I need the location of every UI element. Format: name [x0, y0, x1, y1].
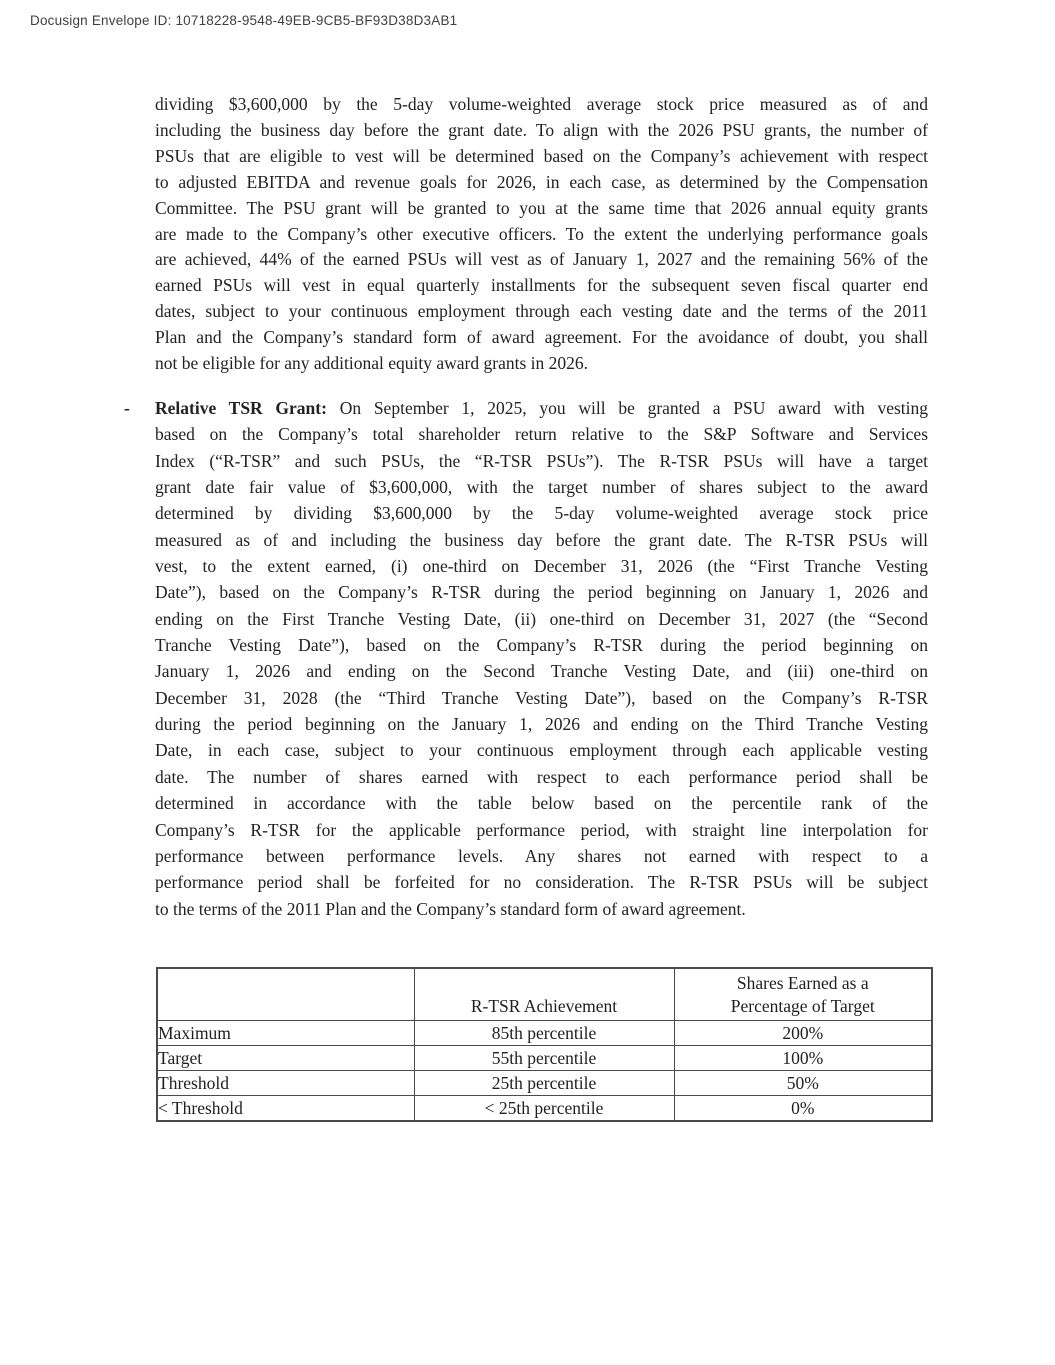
text-line: Plan and the Company’s standard form of award agreement. For the avoidance of doubt, you shall [155, 327, 928, 348]
text-line: December 31, 2028 (the “Third Tranche Vesting Date”), based on the Company’s R-TSR [155, 687, 928, 708]
text-line: performance between performance levels. Any shares not earned with respect to a [155, 845, 928, 866]
text-line: are achieved, 44% of the earned PSUs will vest as of January 1, 2027 and the remaining 56% of the [155, 249, 928, 270]
text-line: performance period shall be forfeited for no consideration. The R-TSR PSUs will be subject [155, 872, 928, 893]
text-line: are made to the Company’s other executive officers. To the extent the underlying performance goals [155, 223, 928, 244]
text-line: based on the Company’s total shareholder return relative to the S&P Software and Services [155, 424, 928, 445]
text-line: measured as of and including the business day before the grant date. The R-TSR PSUs will [155, 529, 928, 550]
text-line: to the terms of the 2011 Plan and the Company’s standard form of award agreement. [155, 898, 746, 919]
text-line [155, 395, 928, 421]
table-cell-label: Threshold [157, 1071, 414, 1096]
text-line: to adjusted EBITDA and revenue goals for 2026, in each case, as determined by the Compensation [155, 171, 928, 192]
bold-lead-relative-tsr-grant: Relative TSR Grant: [155, 398, 327, 418]
bullet-dash: - [124, 398, 130, 418]
text-line: determined by dividing $3,600,000 by the 5-day volume-weighted average stock price [155, 503, 928, 524]
text-line: Company’s R-TSR for the applicable performance period, with straight line interpolation for [155, 819, 928, 840]
table-cell-label: Target [157, 1046, 414, 1071]
table-row-threshold [157, 1071, 932, 1096]
text-line: grant date fair value of $3,600,000, with the target number of shares subject to the award [155, 477, 928, 498]
text-line: Date”), based on the Company’s R-TSR during the period beginning on January 1, 2026 and [155, 582, 928, 603]
text-line: during the period beginning on the January 1, 2026 and ending on the Third Tranche Vesting [155, 714, 928, 735]
text-line: January 1, 2026 and ending on the Second Tranche Vesting Date, and (iii) one-third on [155, 661, 928, 682]
text-line: vest, to the extent earned, (i) one-third on December 31, 2026 (the “First Tranche Vesting [155, 556, 928, 577]
text-line: Committee. The PSU grant will be granted to you at the same time that 2026 annual equity grants [155, 197, 928, 218]
table-row-maximum [157, 1021, 932, 1046]
table-cell-label: < Threshold [157, 1096, 414, 1122]
table-cell-percentage: 100% [674, 1046, 932, 1071]
text-line: dividing $3,600,000 by the 5-day volume-weighted average stock price measured as of and [155, 94, 928, 114]
rtsr-achievement-table [156, 967, 933, 1122]
table-header-shares-earned [674, 968, 932, 1021]
table-cell-label: Maximum [157, 1021, 414, 1046]
text-span: On September 1, 2025, you will be granted a PSU award with vesting [339, 398, 929, 418]
table-row-target [157, 1046, 932, 1071]
text-line: including the business day before the grant date. To align with the 2026 PSU grants, the number of [155, 119, 928, 140]
table-header-empty [157, 968, 414, 1021]
table-row-below-threshold [157, 1096, 932, 1122]
table-cell-percentile: < 25th percentile [414, 1096, 674, 1122]
table-cell-percentile: 25th percentile [414, 1071, 674, 1096]
table-cell-percentage: 0% [674, 1096, 932, 1122]
table-header-rtsr-achievement: R-TSR Achievement [414, 968, 674, 1021]
text-line: dates, subject to your continuous employment through each vesting date and the terms of the 2011 [155, 301, 928, 322]
table-cell-percentage: 200% [674, 1021, 932, 1046]
text-line: ending on the First Tranche Vesting Date, (ii) one-third on December 31, 2027 (the “Second [155, 608, 928, 629]
paragraph-psu-grant-continuation [155, 92, 928, 377]
table-header-row [157, 968, 932, 1021]
text-line: Index (“R-TSR” and such PSUs, the “R-TSR PSUs”). The R-TSR PSUs will have a target [155, 450, 928, 471]
text-line: earned PSUs will vest in equal quarterly installments for the subsequent seven fiscal quarter end [155, 275, 928, 296]
text-line: Date, in each case, subject to your continuous employment through each applicable vesting [155, 740, 928, 761]
table-header-shares-earned-line1: Shares Earned as a [736, 973, 869, 993]
docusign-envelope-id: Docusign Envelope ID: 10718228-9548-49EB-9CB5-BF93D38D3AB1 [30, 13, 458, 28]
table-cell-percentile: 55th percentile [414, 1046, 674, 1071]
table-cell-percentage: 50% [674, 1071, 932, 1096]
paragraph-relative-tsr-grant [124, 395, 929, 922]
text-line: not be eligible for any additional equity award grants in 2026. [155, 353, 589, 374]
table-cell-percentile: 85th percentile [414, 1021, 674, 1046]
text-line: PSUs that are eligible to vest will be determined based on the Company’s achievement with respect [155, 145, 928, 166]
table-header-shares-earned-line2: Percentage of Target [730, 996, 875, 1016]
text-line: date. The number of shares earned with respect to each performance period shall be [155, 766, 928, 787]
text-line: Tranche Vesting Date”), based on the Company’s R-TSR during the period beginning on [155, 635, 928, 656]
text-line: determined in accordance with the table below based on the percentile rank of the [155, 793, 928, 814]
